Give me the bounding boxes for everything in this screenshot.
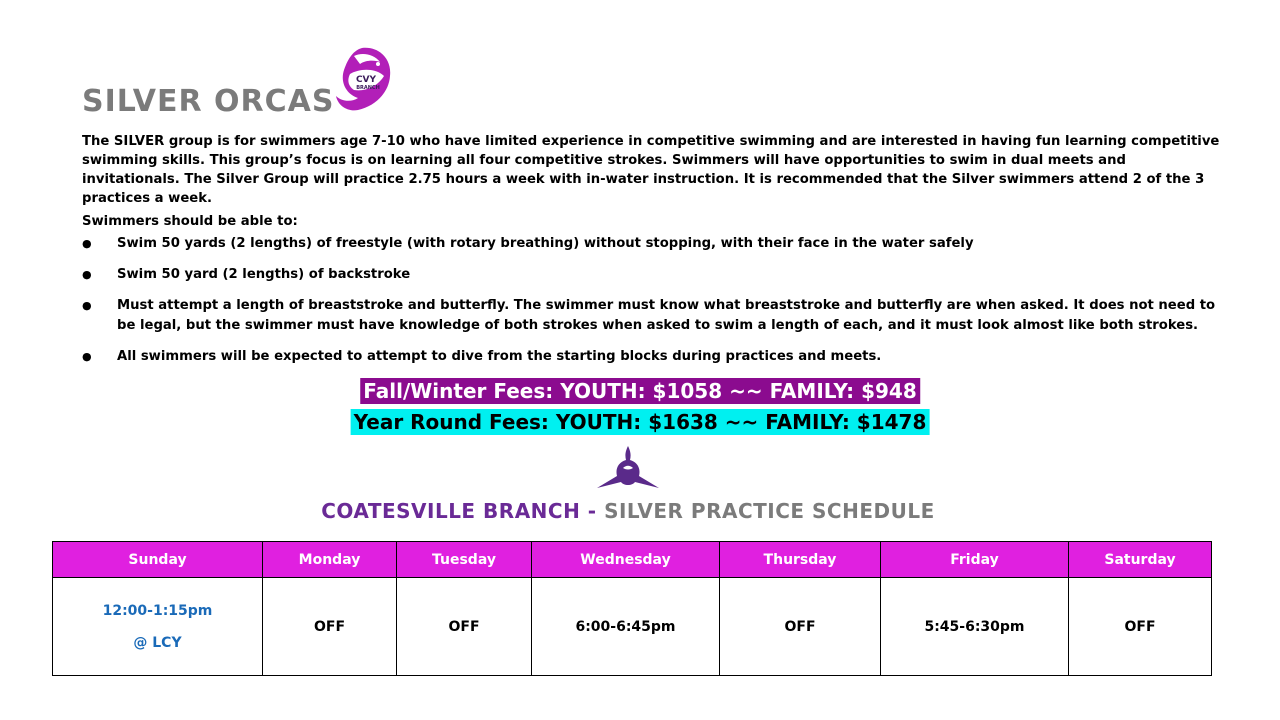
svg-text:CVY: CVY <box>355 75 377 85</box>
table-header-row <box>53 542 1212 578</box>
sunday-time: 12:00-1:15pm <box>102 602 213 619</box>
table-row <box>53 578 1212 676</box>
practice-schedule-table <box>52 541 1212 676</box>
list-item: ● Swim 50 yards (2 lengths) of freestyle (with rotary breathing) without stopping, with their face in the water safely <box>82 234 1224 254</box>
day-header: Sunday <box>53 542 263 578</box>
schedule-title: COATESVILLE BRANCH - SILVER PRACTICE SCHEDULE <box>321 499 935 523</box>
bullet-icon: ● <box>82 299 92 312</box>
bullet-icon: ● <box>82 268 92 281</box>
intro-paragraph: The SILVER group is for swimmers age 7-10 who have limited experience in competitive swimming and are interested in having fun learning competitive swimming skills. This group’s focus is on learning all four competitive strokes. Swimmers will have opportunities to swim in dual meets and invitationals. The Silver Group will practice 2.75 hours a week with in-water instruction. It is recommended that the Silver swimmers attend 2 of the 3 practices a week. <box>82 134 1220 206</box>
bullet-icon: ● <box>82 350 92 363</box>
schedule-cell: OFF <box>1069 578 1212 676</box>
day-header: Monday <box>263 542 397 578</box>
schedule-cell: 6:00-6:45pm <box>532 578 720 676</box>
sunday-location: @ LCY <box>133 634 182 651</box>
year-round-fees: Year Round Fees: YOUTH: $1638 ~~ FAMILY: $1478 <box>351 409 930 435</box>
schedule-cell: OFF <box>397 578 532 676</box>
sunday-cell <box>53 578 263 676</box>
schedule-cell: 5:45-6:30pm <box>881 578 1069 676</box>
day-header: Wednesday <box>532 542 720 578</box>
orca-icon <box>595 444 661 490</box>
day-header: Thursday <box>720 542 881 578</box>
day-header: Friday <box>881 542 1069 578</box>
day-header: Saturday <box>1069 542 1212 578</box>
svg-text:BRANCH: BRANCH <box>356 85 380 91</box>
bullet-icon: ● <box>82 237 92 250</box>
page-title: SILVER ORCAS <box>82 84 335 119</box>
list-item: ● All swimmers will be expected to attempt to dive from the starting blocks during practices and meets. <box>82 347 1224 367</box>
schedule-cell: OFF <box>263 578 397 676</box>
requirements-label: Swimmers should be able to: <box>82 214 298 229</box>
list-item: ● Must attempt a length of breaststroke and butterfly. The swimmer must know what breaststroke and butterfly are when asked. It does not need to be legal, but the swimmer must have knowledge of both strokes when asked to swim a length of each, and it must look almost like both strokes. <box>82 298 1216 333</box>
schedule-cell: OFF <box>720 578 881 676</box>
list-item: ● Swim 50 yard (2 lengths) of backstroke <box>82 265 1224 285</box>
fall-winter-fees: Fall/Winter Fees: YOUTH: $1058 ~~ FAMILY: $948 <box>360 378 920 404</box>
requirements-list <box>82 234 1224 378</box>
day-header: Tuesday <box>397 542 532 578</box>
orca-logo-icon <box>332 44 394 114</box>
